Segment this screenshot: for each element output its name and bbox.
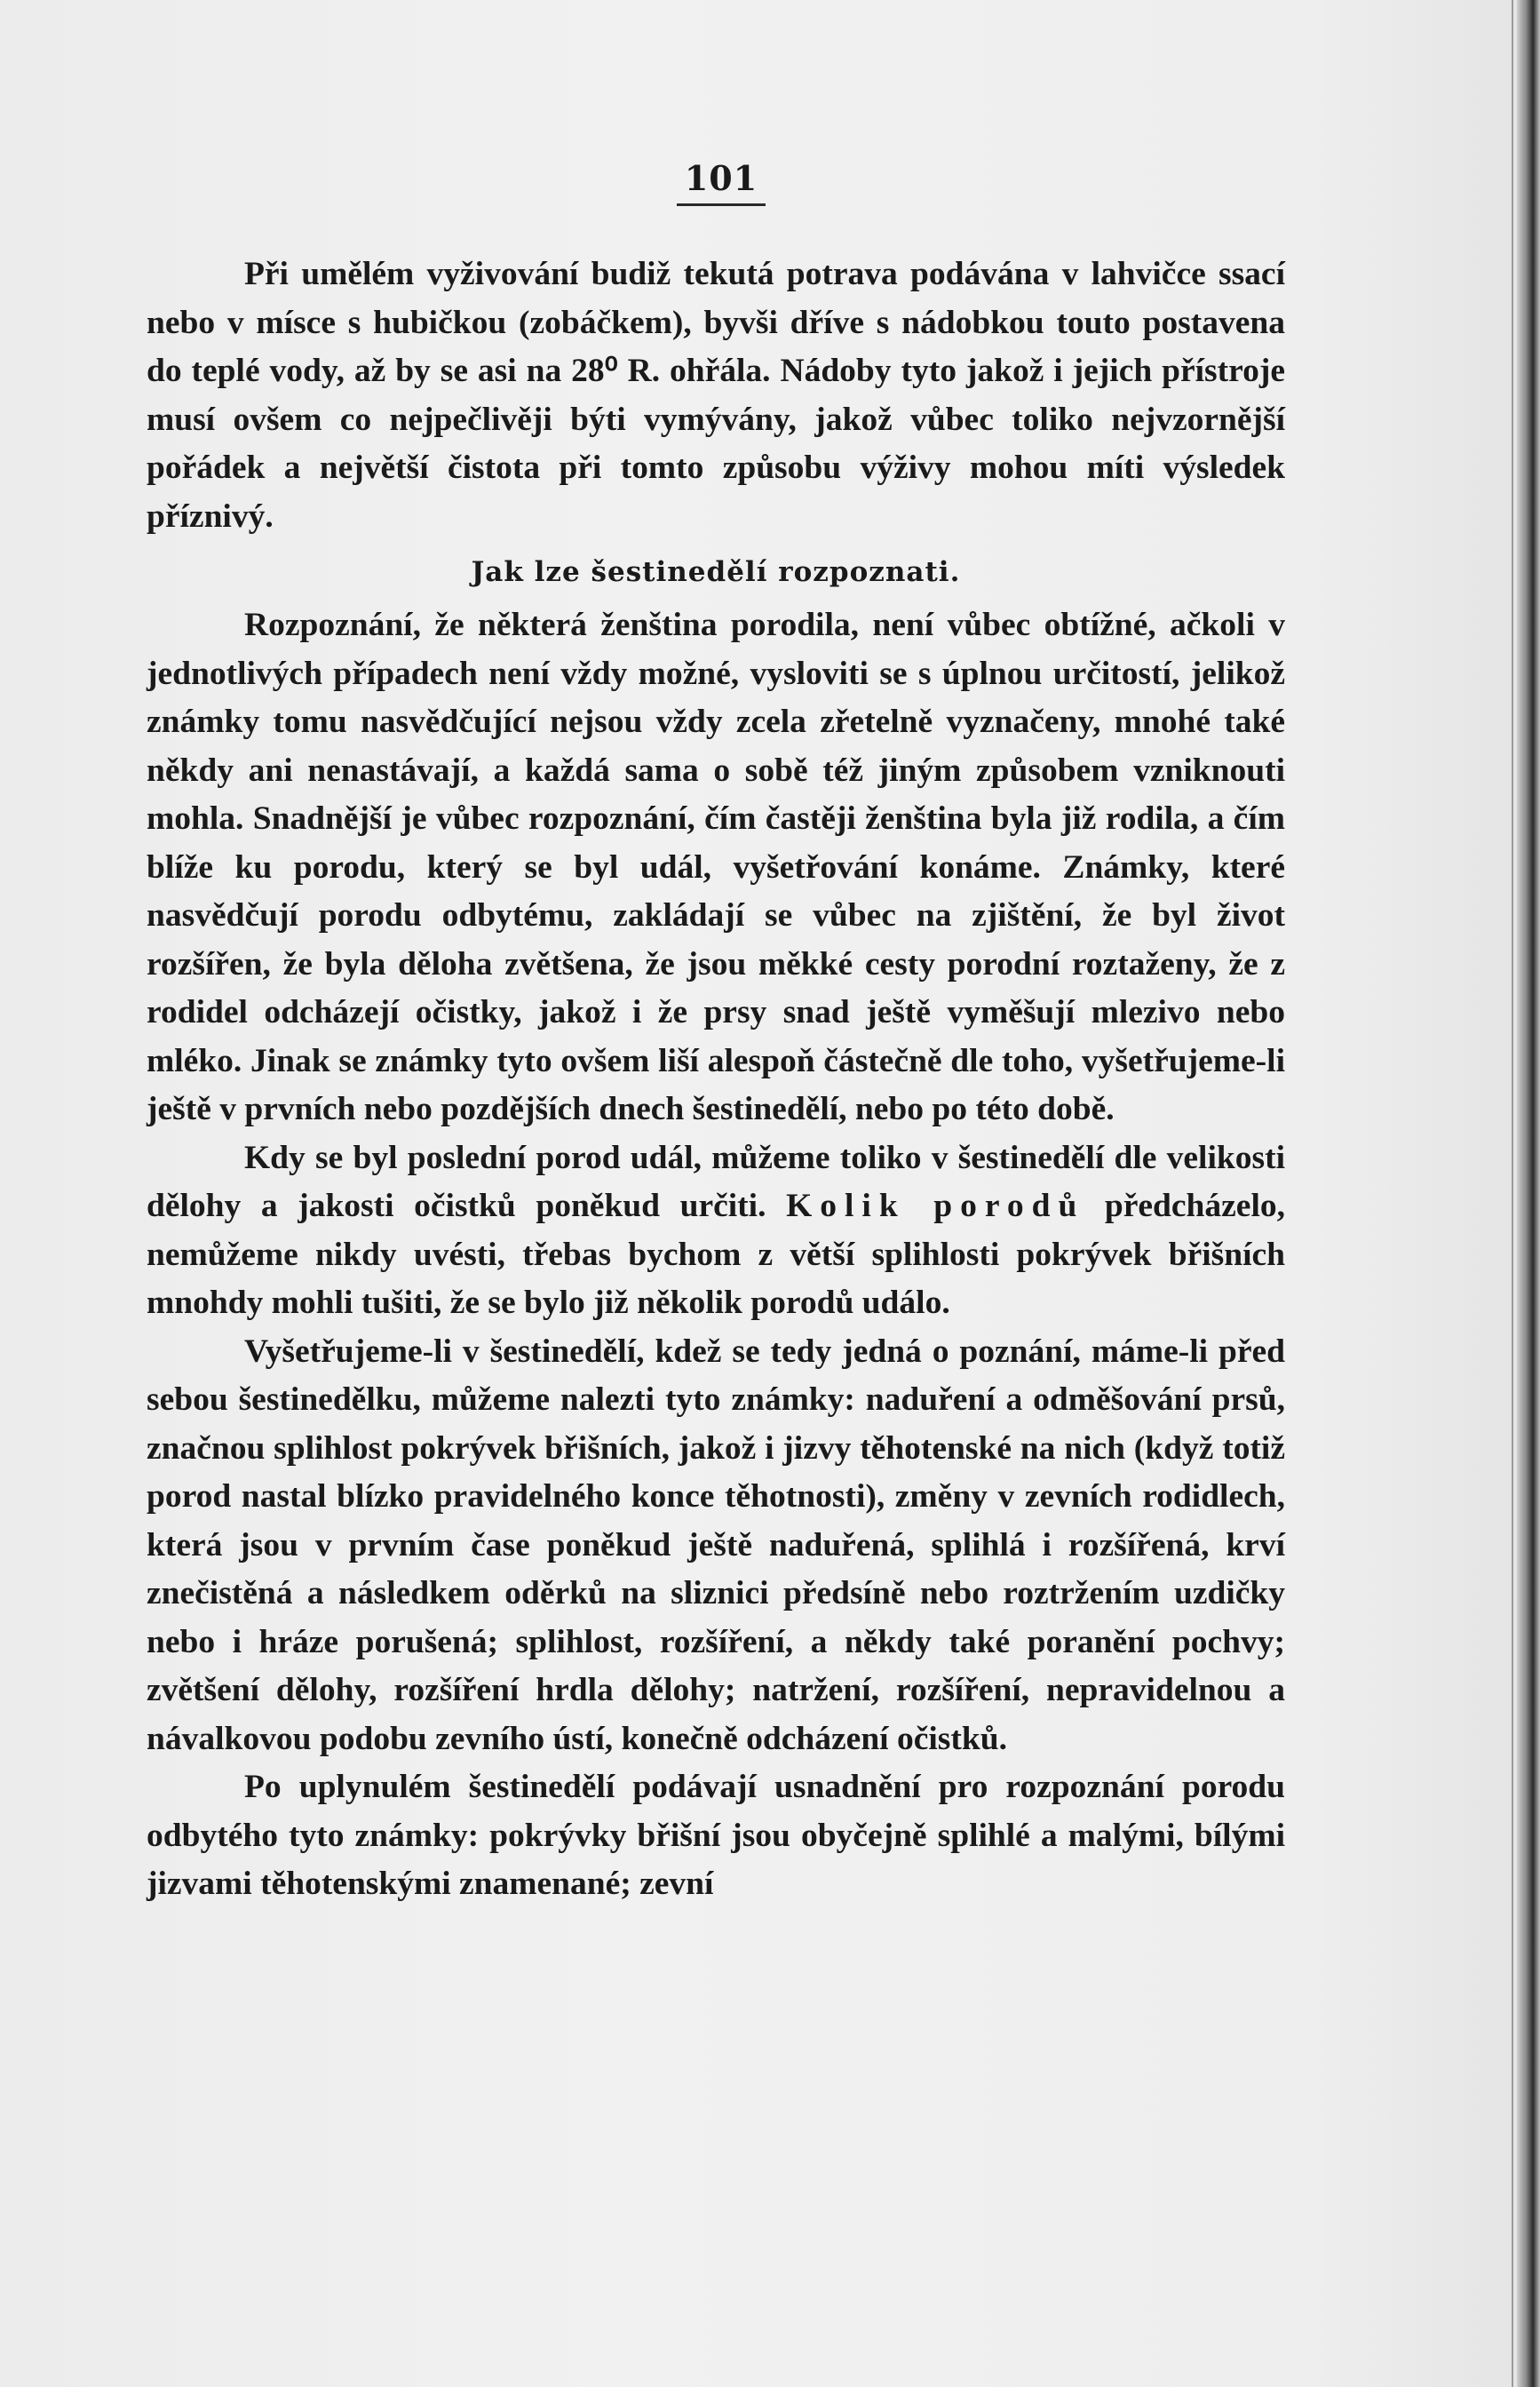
paragraph-recognition: Rozpoznání, že některá ženština porodila, není vůbec obtížné, ačkoli v jednotlivých případech není vždy možné, vysloviti se s úplnou určitostí, jelikož známky tomu nasvědčující nejsou vždy zcela zřetelně vyznačeny, mnohé také někdy ani nenastávají, a každá sama o sobě též jiným způsobem vzniknouti mohla. Snadnější je vůbec rozpoznání, čím častěji ženština byla již rodila, a čím blíže ku porodu, který se byl udál, vyšetřování konáme. Známky, které nasvědčují porodu odbytému, zakládají se vůbec na zjištění, že byl život rozšířen, že byla děloha zvětšena, že jsou měkké cesty porodní roztaženy, že z rodidel odcházejí očistky, jakož i že prsy snad ještě vyměšují mlezivo nebo mléko. Jinak se známky tyto ovšem liší alespoň částečně dle toho, vyšetřujeme-li ještě v prvních nebo pozdějších dnech šestinedělí, nebo po této době.	[147, 607, 1285, 1127]
binding-edge-line	[1512, 0, 1513, 2387]
paragraph-signs-in-puerperium: Vyšetřujeme-li v šestinedělí, kdež se tedy jedná o poznání, máme-li před sebou šestinedělku, můžeme nalezti tyto známky: naduření a odměšování prsů, značnou splihlost pokrývek břišních, jakož i jizvy těhotenské na nich (když totiž porod nastal blízko pravidelného konce těhotnosti), změny v zevních rodidlech, která jsou v prvním čase poněkud ještě naduřená, splihlá i rozšířená, krví znečistěná a následkem oděrků na sliznici předsíně nebo roztržením uzdičky nebo i hráze porušená; splihlost, rozšíření, a někdy také poranění pochvy; zvětšení dělohy, rozšíření hrdla dělohy; natržení, rozšíření, nepravidelnou a návalkovou podobu zevního ústí, konečně odcházení očistků.	[147, 1333, 1285, 1757]
paragraph-last-birth-start: Kdy se byl poslední porod udál, můžeme toliko v šestinedělí dle velikosti dělohy a jakosti očistků poněkud určiti.	[147, 1139, 1285, 1224]
paragraph-last-birth-end: předcházelo, nemůžeme nikdy uvésti, třebas bychom z větší splihlosti pokrývek břišních mnohdy mohli tušiti, že se bylo již několik porodů událo.	[147, 1188, 1285, 1321]
paragraph-artificial-feeding: Při umělém vyživování budiž tekutá potrava podávána v lahvičce ssací nebo v mísce s hubičkou (zobáčkem), byvši dříve s nádobkou touto postavena do teplé vody, až by se asi na 28⁰ R. ohřála. Nádoby tyto jakož i jejich přístroje musí ovšem co nejpečlivěji býti vymývány, jakož vůbec toliko nejvzornější pořádek a největší čistota při tomto způsobu výživy mohou míti výsledek příznivý.	[147, 256, 1285, 535]
body-text	[147, 251, 1285, 1909]
binding-edge-shadow	[1517, 0, 1540, 2387]
section-heading: Jak lze šestinedělí rozpoznati.	[471, 556, 961, 588]
paragraph-after-puerperium: Po uplynulém šestinedělí podávají usnadnění pro rozpoznání porodu odbytého tyto známky: pokrývky břišní jsou obyčejně splihlé a malými, bílými jizvami těhotenskými znamenané; zevní	[147, 1769, 1285, 1902]
spaced-emphasis: Kolik porodů	[786, 1188, 1085, 1224]
page-number: 101	[677, 158, 766, 206]
paragraph-last-birth	[147, 1134, 1285, 1328]
